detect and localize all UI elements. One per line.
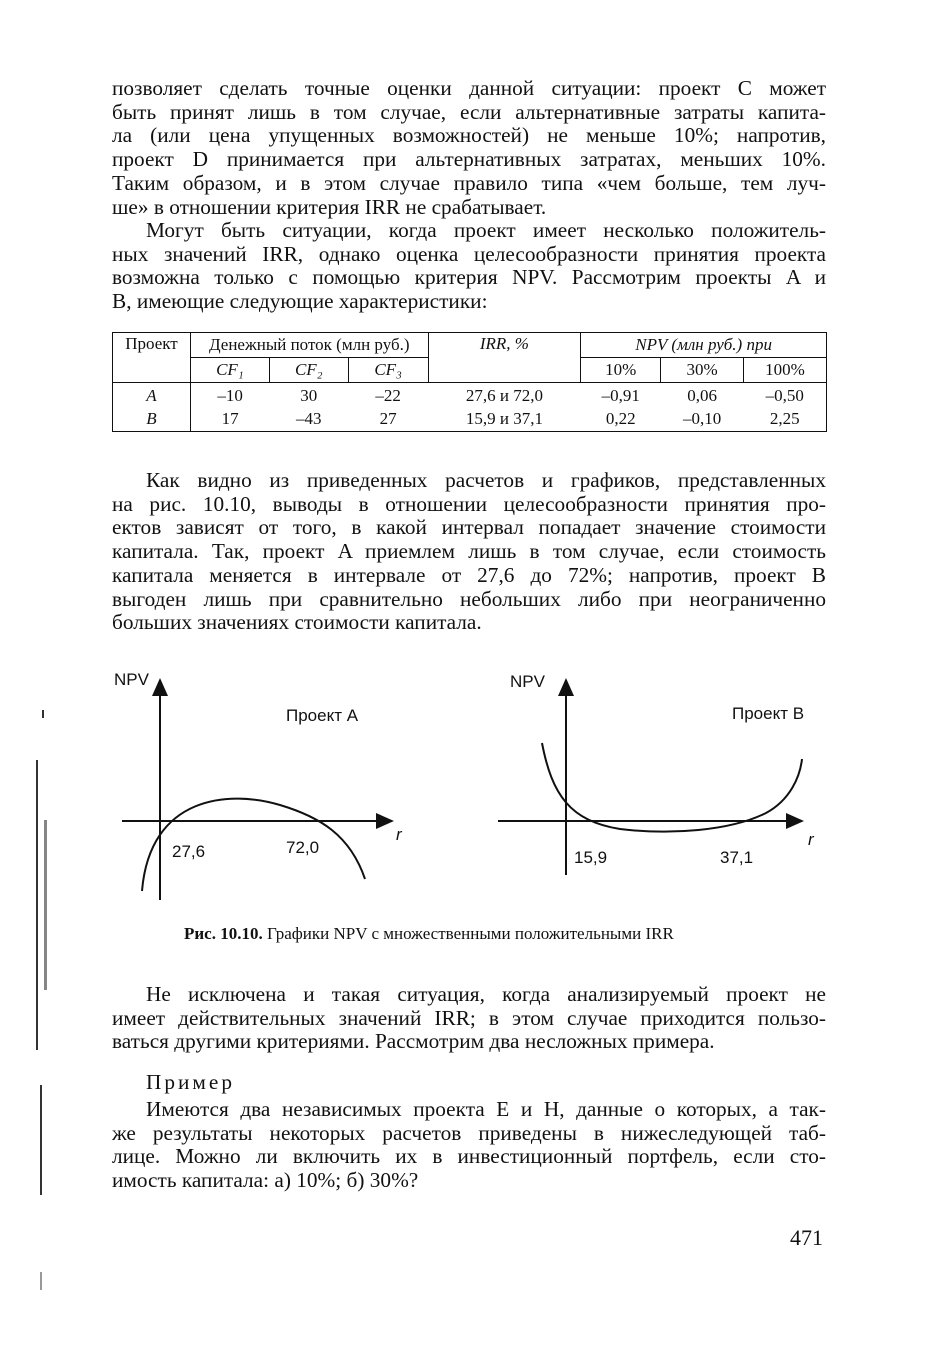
text-line: проект D принимается при альтернативных затратах, меньших 10%. <box>112 147 826 172</box>
header-cashflow: Денежный поток (млн руб.) <box>190 333 428 358</box>
cell-irr: 27,6 и 72,0 <box>428 383 581 408</box>
tick-label: 37,1 <box>720 848 754 867</box>
header-cf2: CF₂ <box>269 358 348 383</box>
text-line: лице. Можно ли включить их в инвестиционный портфель, если сто- <box>112 1144 826 1169</box>
text-line: ных значений IRR, однако оценка целесообразности принятия проекта <box>112 241 826 266</box>
chart-project-a <box>110 665 410 905</box>
example-heading: Пример <box>146 1070 236 1094</box>
text-line: Таким образом, и в этом случае правило типа «чем больше, тем луч- <box>112 170 826 195</box>
cell-cf3: 27 <box>348 407 428 432</box>
text-line: ла (или цена упущенных возможностей) не меньше 10%; напротив, <box>112 123 826 148</box>
text-line: Как видно из приведенных расчетов и графиков, представленных <box>146 468 826 492</box>
text-line: ваться другими критериями. Рассмотрим два несложных примера. <box>112 1029 715 1054</box>
cell-cf2: –43 <box>269 407 348 432</box>
caption-text: Графики NPV с множественными положительными IRR <box>266 924 674 943</box>
header-project: Проект <box>113 333 191 383</box>
text-line: возможна только с помощью критерия NPV. Рассмотрим проекты A и <box>112 265 826 290</box>
tick-label: 72,0 <box>286 838 320 857</box>
header-cf3: CF₃ <box>348 358 428 383</box>
paragraph-3 <box>112 469 826 635</box>
header-npv <box>581 333 827 358</box>
scan-artifact <box>42 710 44 718</box>
x-axis-label: r <box>808 830 814 849</box>
paragraph-4 <box>112 983 826 1054</box>
cell-irr: 15,9 и 37,1 <box>428 407 581 432</box>
cell-project: B <box>113 407 191 432</box>
text-line: имеет действительных значений IRR; в этом случае приходится пользо- <box>112 1005 826 1030</box>
figure-caption <box>184 924 784 944</box>
cell-cf1: –10 <box>190 383 269 408</box>
header-npv10: 10% <box>581 358 661 383</box>
tick-label: 15,9 <box>574 848 608 867</box>
scan-artifact <box>36 760 38 1050</box>
text-line: на рис. 10.10, выводы в отношении целесообразности принятия про- <box>112 491 826 516</box>
cell-npv30: 0,06 <box>661 383 744 408</box>
text-line: Имеются два независимых проекта E и H, данные о которых, а так- <box>146 1097 826 1121</box>
text-line: ектов зависят от того, в какой интервал попадает значение стоимости <box>112 515 826 540</box>
y-axis-label: NPV <box>114 670 149 689</box>
header-npv-text: NPV (млн руб.) при <box>635 335 772 354</box>
npv-curve-b <box>542 743 802 832</box>
scan-artifact <box>44 820 47 990</box>
cell-npv10: 0,22 <box>581 407 661 432</box>
text-line: Не исключена и такая ситуация, когда анализируемый проект не <box>146 982 826 1006</box>
table-row <box>113 383 827 408</box>
x-axis-label: r <box>396 825 402 844</box>
text-line: ше» в отношении критерия IRR не срабатывает. <box>112 194 547 219</box>
cell-npv30: –0,10 <box>661 407 744 432</box>
cell-project: A <box>113 383 191 408</box>
caption-number: Рис. 10.10. <box>184 924 263 943</box>
text-line: капитала меняется в интервале от 27,6 до 72%; напротив, проект B <box>112 562 826 587</box>
text-line: больших значениях стоимости капитала. <box>112 610 482 635</box>
page-number: 471 <box>790 1225 823 1250</box>
paragraph-5 <box>112 1098 826 1193</box>
text-line: имость капитала: а) 10%; б) 30%? <box>112 1168 419 1193</box>
project-table <box>112 332 827 432</box>
chart-title: Проект B <box>732 704 805 723</box>
cell-npv100: –0,50 <box>744 383 827 408</box>
chart-title: Проект A <box>286 706 359 725</box>
y-axis-label: NPV <box>510 672 545 691</box>
text-line: капитала. Так, проект A приемлем лишь в том случае, если стоимость <box>112 539 826 564</box>
header-npv30: 30% <box>661 358 744 383</box>
paragraph-2 <box>112 219 826 314</box>
cell-cf2: 30 <box>269 383 348 408</box>
text-line: позволяет сделать точные оценки данной ситуации: проект C может <box>112 76 826 100</box>
header-cf1: CF₁ <box>190 358 269 383</box>
scan-artifact <box>40 1085 42 1195</box>
text-line: выгоден лишь при сравнительно небольших либо при неограниченно <box>112 586 826 611</box>
text-line: B, имеющие следующие характеристики: <box>112 289 488 314</box>
text-line: Могут быть ситуации, когда проект имеет несколько положитель- <box>146 218 826 242</box>
text-line: же результаты некоторых расчетов приведены в нижеследующей таб- <box>112 1120 826 1145</box>
scan-artifact <box>40 1272 42 1290</box>
cell-npv10: –0,91 <box>581 383 661 408</box>
cell-cf3: –22 <box>348 383 428 408</box>
chart-project-b <box>490 665 830 885</box>
cell-cf1: 17 <box>190 407 269 432</box>
cell-npv100: 2,25 <box>744 407 827 432</box>
table-row <box>113 407 827 432</box>
header-npv100: 100% <box>744 358 827 383</box>
tick-label: 27,6 <box>172 842 206 861</box>
header-irr: IRR, % <box>428 333 581 383</box>
text-line: быть принят лишь в том случае, если альтернативные затраты капита- <box>112 99 826 124</box>
paragraph-1 <box>112 77 826 219</box>
